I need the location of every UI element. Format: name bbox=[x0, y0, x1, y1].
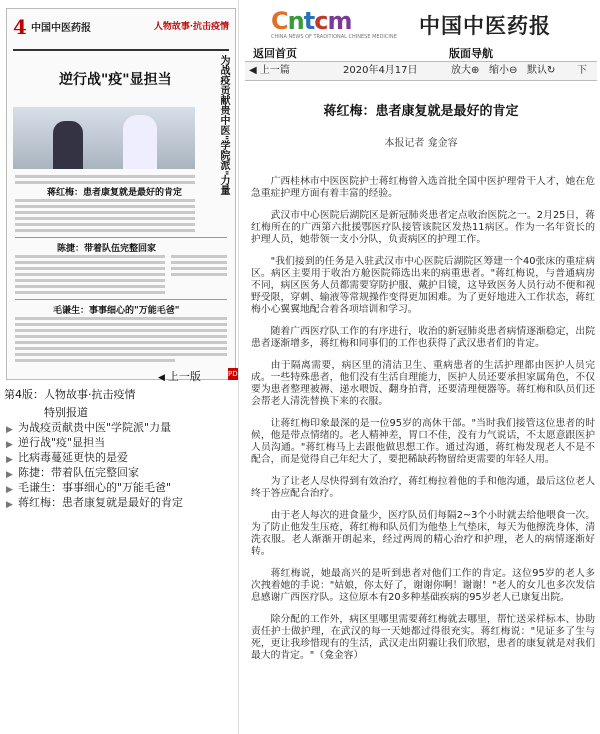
thumbnail-subheadline-3: 毛谦生：事事细心的"万能毛爸" bbox=[53, 306, 180, 316]
plus-icon: ⊕ bbox=[471, 65, 480, 76]
article-paragraph: 蒋红梅说，她最高兴的是听到患者对他们工作的肯定。这位95岁的老人多次拽着她的手说："姑娘，你太好了，谢谢你啊！谢谢！"老人的女儿也多次发信息感谢广西医疗队。这位原本有20多种基础疾病的95岁老人已康复出院。 bbox=[251, 568, 595, 603]
article-link[interactable]: ▶ 陈捷：带着队伍完整回家 bbox=[6, 465, 183, 480]
article-paragraph: "我们接到的任务是入驻武汉市中心医院后湖院区筹建一个40张床的重症病区。病区主要用于收治方舱医院筛选出来的病重患者。"蒋红梅说，与普通病房不同，病区医务人员都需要穿防护服、戴护目镜，这导致医务人员行动不便和视野受限，穿刺、输液等常规操作变得更加困难。为了更好地进入工作状态，蒋红梅小心翼翼地配合着各项培训和学习。 bbox=[251, 256, 595, 315]
article-title: 蒋红梅：患者康复就是最好的肯定 bbox=[323, 104, 519, 119]
page-info-line2: 特别报道 bbox=[44, 406, 88, 419]
article-paragraph: 武汉市中心医院后湖院区是新冠肺炎患者定点收治医院之一。2月25日，蒋红梅所在的广西第六批援鄂医疗队接管该院区发热11病区。作为一名年资长的护理人员，她带领一支小分队，负责病区的护理工作。 bbox=[251, 210, 595, 245]
left-arrow-icon: ◀ bbox=[158, 373, 165, 383]
next-article-button[interactable]: 下 bbox=[577, 65, 587, 76]
issue-date: 2020年4月17日 bbox=[343, 65, 418, 76]
article-body bbox=[251, 176, 595, 672]
bullet-icon: ▶ bbox=[6, 470, 13, 480]
prev-page-button[interactable] bbox=[158, 368, 201, 384]
minus-icon: ⊖ bbox=[509, 65, 518, 76]
article-paragraph: 广西桂林市中医医院护士蒋红梅曾入选首批全国中医护理骨干人才，她在危急重症护理方面有着丰富的经验。 bbox=[251, 176, 595, 199]
page-thumbnail[interactable] bbox=[6, 8, 242, 380]
article-paragraph: 让蒋红梅印象最深的是一位95岁的高休干部。"当时我们接管这位患者的时候，他是带点情绪的。老人精神差，胃口不佳，没有力气说话，不太愿意跟医护人员沟通。"蒋红梅马上去跟他做思想工作。通过沟通，蒋红梅发现老人不是不配合，而是觉得自己年纪大了，要把稀缺药物留给更需要的年轻人用。 bbox=[251, 418, 595, 465]
bullet-icon: ▶ bbox=[6, 485, 13, 495]
article-link[interactable]: ▶ 为战疫贡献贵中医"学院派"力量 bbox=[6, 420, 183, 435]
bullet-icon: ▶ bbox=[6, 425, 13, 435]
article-paragraph: 为了让老人尽快得到有效治疗，蒋红梅拉着他的手和他沟通，最后这位老人终于答应配合治疗。 bbox=[251, 476, 595, 499]
bullet-icon: ▶ bbox=[6, 500, 13, 510]
left-arrow-icon: ◀ bbox=[249, 65, 260, 76]
zoom-out-button[interactable]: 缩小⊖ bbox=[489, 65, 518, 76]
bullet-icon: ▶ bbox=[6, 440, 13, 450]
thumbnail-section: 人物故事·抗击疫情 bbox=[153, 22, 229, 32]
article-link[interactable]: ▶ 比病毒蔓延更快的是爱 bbox=[6, 450, 183, 465]
thumbnail-photo bbox=[13, 107, 195, 169]
thumbnail-side-headline: 为战疫贡献贵中医"学院派"力量 bbox=[218, 55, 229, 196]
article-list bbox=[6, 420, 183, 510]
zoom-default-button[interactable]: 默认↻ bbox=[527, 65, 556, 76]
left-panel bbox=[0, 0, 242, 734]
site-logo[interactable] bbox=[271, 7, 397, 46]
nav-section-link[interactable]: 版面导航 bbox=[449, 47, 493, 60]
thumbnail-page-number: 4 bbox=[13, 15, 27, 39]
right-panel bbox=[238, 0, 600, 734]
toolbar bbox=[245, 61, 597, 81]
thumbnail-banner bbox=[13, 55, 201, 107]
thumbnail-paper-name: 中国中医药报 bbox=[31, 23, 91, 34]
refresh-icon: ↻ bbox=[547, 65, 556, 76]
paper-title: 中国中医药报 bbox=[419, 13, 551, 38]
logo-mark: Cntcm bbox=[271, 7, 352, 35]
article-link[interactable]: ▶ 逆行战"疫"显担当 bbox=[6, 435, 183, 450]
nav-home-link[interactable]: 返回首页 bbox=[253, 47, 297, 60]
article-paragraph: 由于隔离需要，病区里的清洁卫生、重病患者的生活护理都由医护人员完成。一些特殊患者，他们没有生活自理能力，医护人员还要承担家属角色，不仅要为患者整理被褥、递水喂饭、翻身拍背，还要清理便器等。蒋红梅和队员们还会帮老人清洗替换下来的衣服。 bbox=[251, 360, 595, 407]
article-paragraph: 随着广西医疗队工作的有序进行，收治的新冠肺炎患者病情逐渐稳定，出院患者逐渐增多，蒋红梅和同事们的工作也获得了武汉患者们的肯定。 bbox=[251, 326, 595, 349]
article-link[interactable]: ▶ 蒋红梅：患者康复就是最好的肯定 bbox=[6, 495, 183, 510]
thumbnail-subheadline-1: 蒋红梅：患者康复就是最好的肯定 bbox=[47, 188, 183, 198]
article-link[interactable]: ▶ 毛谦生：事事细心的"万能毛爸" bbox=[6, 480, 183, 495]
bullet-icon: ▶ bbox=[6, 455, 13, 465]
thumbnail-headline: 逆行战"疫"显担当 bbox=[59, 72, 172, 88]
prev-page-label: 上一版 bbox=[167, 370, 201, 383]
thumbnail-subheadline-2: 陈捷：带着队伍完整回家 bbox=[57, 244, 157, 254]
page-info bbox=[4, 386, 136, 420]
prev-article-button[interactable]: ◀ 上一篇 bbox=[249, 65, 290, 76]
article-paragraph: 除分配的工作外，病区里哪里需要蒋红梅就去哪里，帮忙送采样标本、协助责任护士做护理，在武汉的每一天她都过得很充实。蒋红梅说："见证多了生与死，更让我珍惜现有的生活，武汉走出阴霾让我们欣慰，患者的康复就是对我们最大的肯定。"（龛金容） bbox=[251, 614, 595, 661]
thumbnail-header bbox=[13, 15, 229, 51]
logo-subtext: CHINA NEWS OF TRADITIONAL CHINESE MEDICINE bbox=[271, 34, 397, 40]
page-info-line1: 第4版：人物故事·抗击疫情 bbox=[4, 388, 136, 401]
article-byline: 本报记者 龛金容 bbox=[384, 138, 458, 149]
article-paragraph: 由于老人每次的进食量少，医疗队员们每隔2~3个小时就去给他喂食一次。为了防止他发生压疮，蒋红梅和队员们为他垫上气垫床，每天为他擦洗身体，清洗衣服。老人渐渐开朗起来，经过两周的精心治疗和护理，老人的病情逐渐好转。 bbox=[251, 510, 595, 557]
zoom-in-button[interactable]: 放大⊕ bbox=[451, 65, 480, 76]
pdf-icon[interactable]: PDF bbox=[228, 370, 242, 378]
